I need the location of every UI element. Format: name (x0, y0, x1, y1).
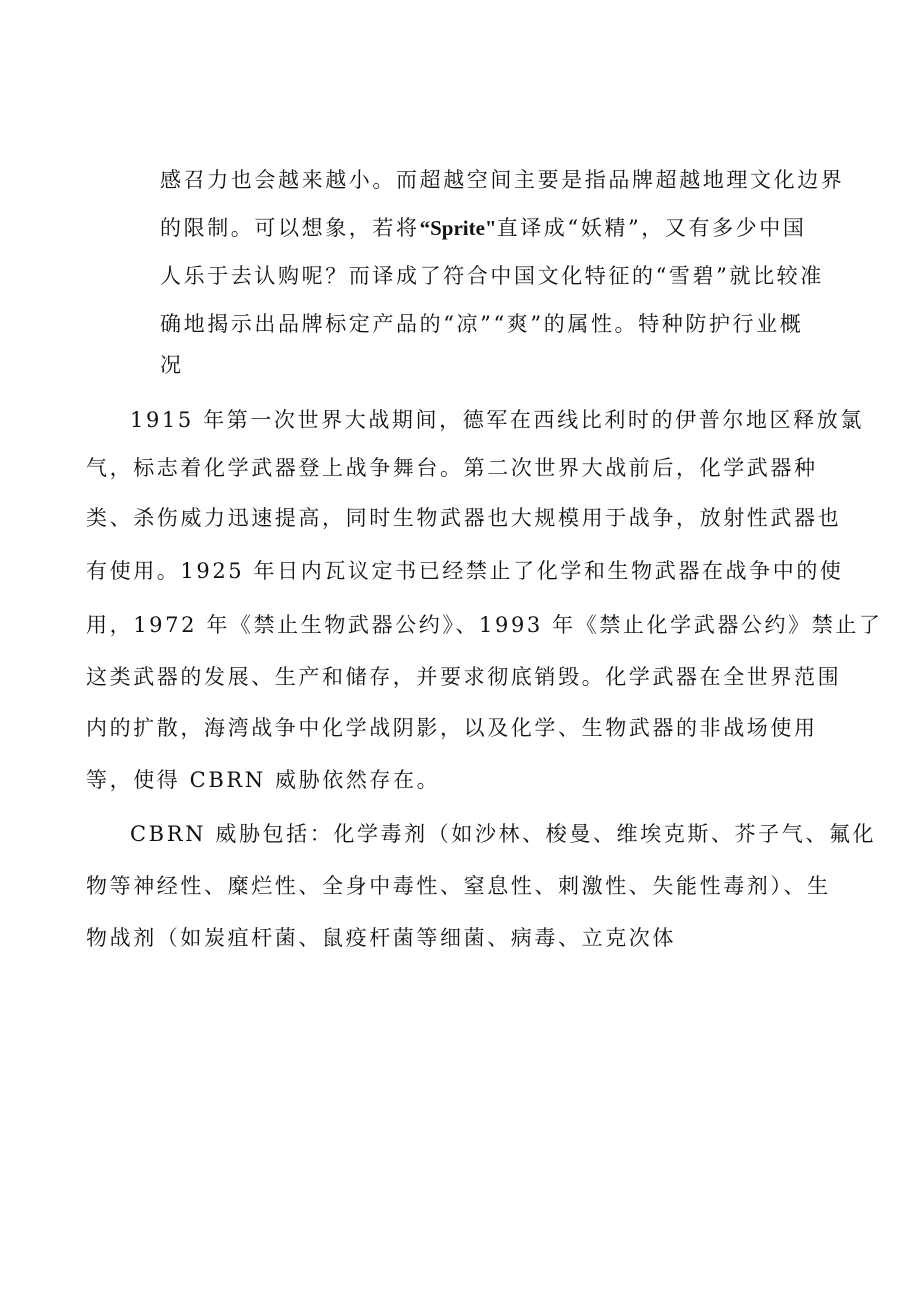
text-line (160, 213, 806, 243)
text-line: 况 (160, 353, 184, 377)
text-line: 确地揭示出品牌标定产品的“凉”“爽”的属性。特种防护行业概 (160, 312, 804, 336)
text-line: 等，使得 CBRN 威胁依然存在。 (86, 768, 441, 792)
text-line: CBRN 威胁包括：化学毒剂（如沙林、梭曼、维埃克斯、芥子气、氟化 (130, 822, 877, 846)
text-line: 气，标志着化学武器登上战争舞台。第二次世界大战前后，化学武器种 (86, 456, 818, 480)
text-line: 物等神经性、糜烂性、全身中毒性、窒息性、刺激性、失能性毒剂）、生 (86, 874, 831, 898)
text-line: 感召力也会越来越小。而超越空间主要是指品牌超越地理文化边界 (160, 168, 845, 192)
brand-name-sprite: “Sprite" (419, 216, 497, 240)
text-line: 人乐于去认购呢？而译成了符合中国文化特征的“雪碧”就比较准 (160, 264, 824, 288)
text-line: 用，1972 年《禁止生物武器公约》、1993 年《禁止化学武器公约》禁止了 (86, 613, 883, 637)
text-line: 有使用。1925 年日内瓦议定书已经禁止了化学和生物武器在战争中的使 (86, 559, 844, 583)
text-fragment: 的限制。可以想象，若将 (160, 216, 420, 240)
text-fragment: 直译成“妖精”，又有多少中国 (496, 216, 807, 240)
text-line: 1915 年第一次世界大战期间，德军在西线比利时的伊普尔地区释放氯 (130, 408, 864, 432)
text-line: 这类武器的发展、生产和储存，并要求彻底销毁。化学武器在全世界范围 (86, 665, 842, 689)
text-line: 类、杀伤威力迅速提高，同时生物武器也大规模用于战争，放射性武器也 (86, 506, 842, 530)
text-line: 内的扩散，海湾战争中化学战阴影，以及化学、生物武器的非战场使用 (86, 716, 818, 740)
text-line: 物战剂（如炭疽杆菌、鼠疫杆菌等细菌、病毒、立克次体 (86, 926, 676, 950)
